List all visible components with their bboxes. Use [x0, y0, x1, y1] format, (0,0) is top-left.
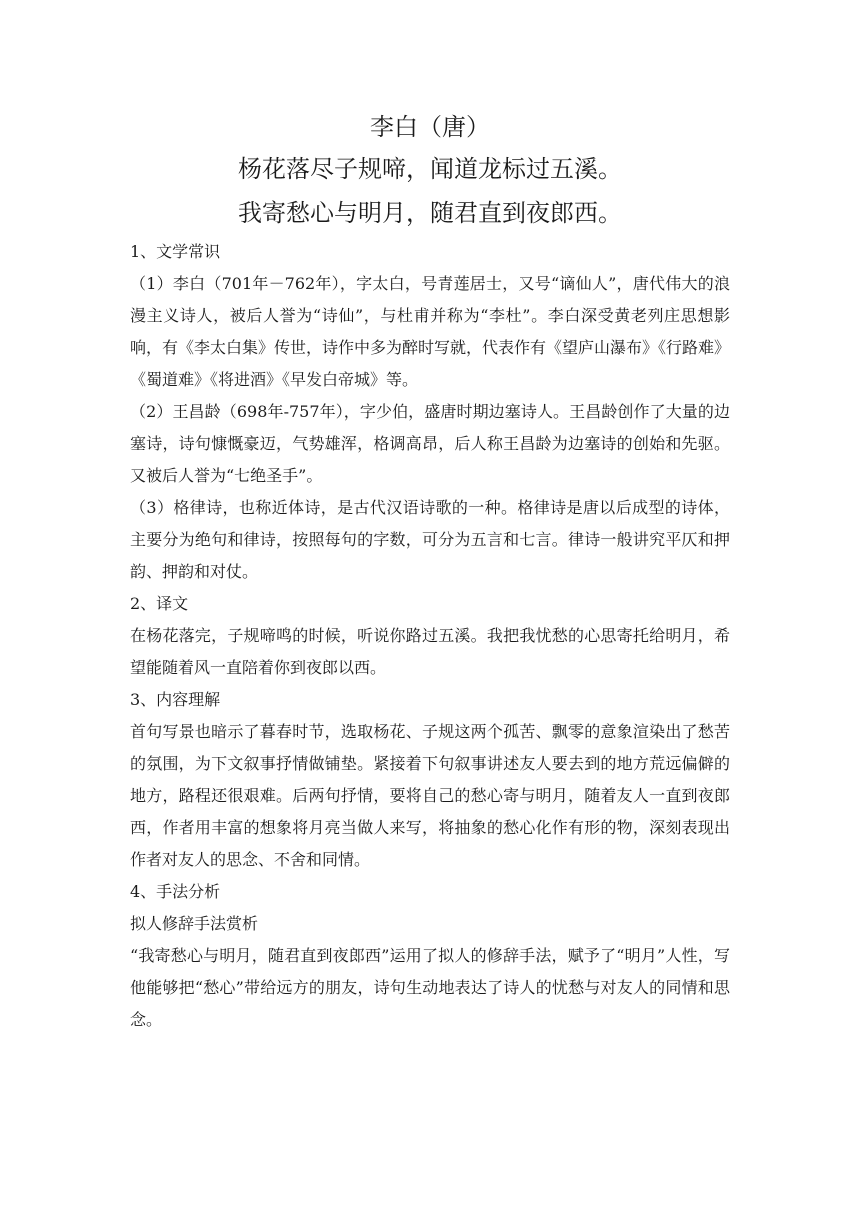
document-page — [130, 108, 730, 1036]
poem-line-1: 杨花落尽子规啼，闻道龙标过五溪。 — [238, 155, 622, 183]
section-heading-translation: 2、译文 — [130, 594, 189, 613]
section-heading-literary-knowledge: 1、文学常识 — [130, 242, 221, 261]
paragraph-li-bai: （1）李白（701年－762年），字太白，号青莲居士，又号“谪仙人”，唐代伟大的浪漫主义诗人，被后人誉为“诗仙”，与杜甫并称为“李杜”。李白深受黄老列庄思想影响，有《李太白集》传世，诗作中多为醉时写就，代表作有《望庐山瀑布》《行路难》《蜀道难》《将进酒》《早发白帝城》等。 — [130, 274, 731, 389]
subheading-personification: 拟人修辞手法赏析 — [130, 914, 259, 933]
poem-line-2: 我寄愁心与明月，随君直到夜郎西。 — [238, 199, 622, 227]
paragraph-wang-changling: （2）王昌龄（698年-757年），字少伯，盛唐时期边塞诗人。王昌龄创作了大量的边塞诗，诗句慷慨豪迈，气势雄浑，格调高昂，后人称王昌龄为边塞诗的创始和先驱。又被后人誉为“七绝圣手”。 — [130, 402, 730, 485]
paragraph-regulated-verse: （3）格律诗，也称近体诗，是古代汉语诗歌的一种。格律诗是唐以后成型的诗体，主要分为绝句和律诗，按照每句的字数，可分为五言和七言。律诗一般讲究平仄和押韵、押韵和对仗。 — [130, 498, 730, 581]
section-heading-content-understanding: 3、内容理解 — [130, 690, 221, 709]
poem-author-line: 李白（唐） — [370, 113, 490, 141]
section-heading-technique-analysis: 4、手法分析 — [130, 882, 221, 901]
paragraph-content-understanding: 首句写景也暗示了暮春时节，选取杨花、子规这两个孤苦、飘零的意象渲染出了愁苦的氛围，为下文叙事抒情做铺垫。紧接着下句叙事讲述友人要去到的地方荒远偏僻的地方，路程还很艰难。后两句抒情，要将自己的愁心寄与明月，随着友人一直到夜郎西，作者用丰富的想象将月亮当做人来写，将抽象的愁心化作有形的物，深刻表现出作者对友人的思念、不舍和同情。 — [130, 722, 730, 869]
paragraph-translation: 在杨花落完，子规啼鸣的时候，听说你路过五溪。我把我忧愁的心思寄托给明月，希望能随着风一直陪着你到夜郎以西。 — [130, 626, 730, 677]
paragraph-personification: “我寄愁心与明月，随君直到夜郎西”运用了拟人的修辞手法，赋予了“明月”人性，写他能够把“愁心”带给远方的朋友，诗句生动地表达了诗人的忧愁与对友人的同情和思念。 — [130, 946, 730, 1029]
